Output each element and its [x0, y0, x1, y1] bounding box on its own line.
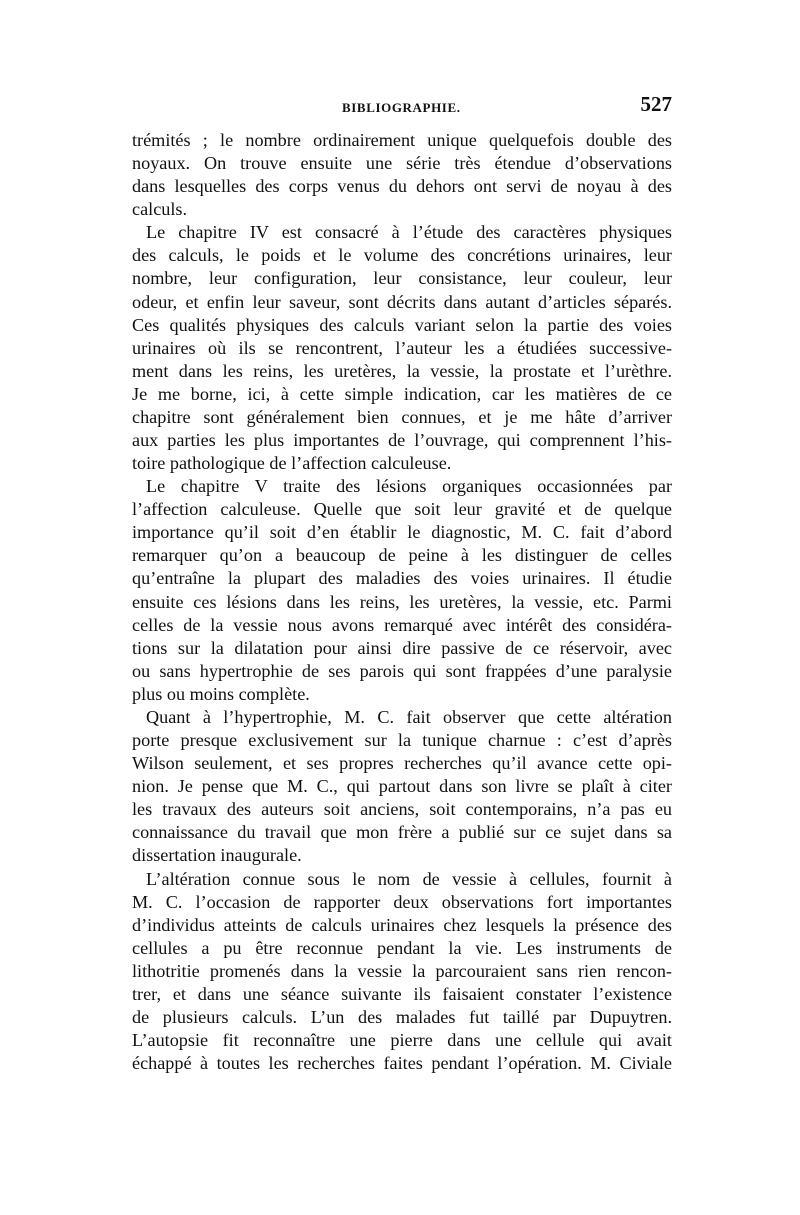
text-line: lithotritie promenés dans la vessie la parcouraient sans rien rencon- — [132, 960, 672, 981]
text-line: chapitre sont généralement bien connues, et je me hâte d’arriver — [132, 406, 672, 427]
text-line: cellules a pu être reconnue pendant la vie. Les instruments de — [132, 937, 672, 958]
text-line: des calculs, le poids et le volume des concrétions urinaires, leur — [132, 245, 672, 266]
text-line: urinaires où ils se rencontrent, l’auteur les a étudiées successive- — [132, 337, 672, 358]
text-line: plus ou moins complète. — [132, 683, 310, 704]
text-line: L’altération connue sous le nom de vessie à cellules, fournit à — [146, 868, 672, 889]
running-title: BIBLIOGRAPHIE. — [342, 100, 461, 115]
text-line: odeur, et enfin leur saveur, sont décrits dans autant d’articles séparés. — [132, 291, 672, 312]
text-line: qu’entraîne la plupart des maladies des voies urinaires. Il étudie — [132, 568, 672, 589]
text-line: remarquer qu’on a beaucoup de peine à les distinguer de celles — [132, 545, 672, 566]
text-line: Le chapitre V traite des lésions organiques occasionnées par — [146, 476, 672, 497]
text-line: ment dans les reins, les uretères, la vessie, la prostate et l’urèthre. — [132, 360, 672, 381]
text-line: trer, et dans une séance suivante ils faisaient constater l’existence — [132, 983, 672, 1004]
page-number: 527 — [640, 92, 672, 116]
body-text — [132, 129, 672, 1075]
text-line: Ces qualités physiques des calculs variant selon la partie des voies — [132, 314, 672, 335]
text-line: Je me borne, ici, à cette simple indication, car les matières de ce — [132, 383, 672, 404]
text-line: aux parties les plus importantes de l’ouvrage, qui comprennent l’his- — [132, 430, 672, 451]
text-line: l’affection calculeuse. Quelle que soit leur gravité et de quelque — [132, 499, 672, 520]
text-line: Wilson seulement, et ses propres recherches qu’il avance cette opi- — [132, 753, 672, 774]
text-line: nombre, leur configuration, leur consistance, leur couleur, leur — [132, 268, 672, 289]
text-line: tions sur la dilatation pour ainsi dire passive de ce réservoir, avec — [132, 637, 672, 658]
text-line: les travaux des auteurs soit anciens, soit contemporains, n’a pas eu — [132, 799, 672, 820]
text-line: toire pathologique de l’affection calculeuse. — [132, 453, 452, 474]
text-line: d’individus atteints de calculs urinaires chez lesquels la présence des — [132, 914, 672, 935]
text-line: ensuite ces lésions dans les reins, les uretères, la vessie, etc. Parmi — [132, 591, 672, 612]
text-line: porte presque exclusivement sur la tunique charnue : c’est d’après — [132, 730, 672, 751]
text-line: celles de la vessie nous avons remarqué avec intérêt des considéra- — [132, 614, 672, 635]
text-line: dissertation inaugurale. — [132, 845, 302, 866]
text-line: Quant à l’hypertrophie, M. C. fait observer que cette altération — [146, 706, 672, 727]
text-line: dans lesquelles des corps venus du dehors ont servi de noyau à des — [132, 176, 672, 197]
text-line: M. C. l’occasion de rapporter deux observations fort importantes — [132, 891, 672, 912]
text-line: noyaux. On trouve ensuite une série très étendue d’observations — [132, 153, 672, 174]
text-line: nion. Je pense que M. C., qui partout dans son livre se plaît à citer — [132, 776, 672, 797]
running-head — [132, 92, 672, 120]
text-line: calculs. — [132, 199, 188, 220]
text-line: Le chapitre IV est consacré à l’étude des caractères physiques — [146, 222, 672, 243]
text-line: ou sans hypertrophie de ses parois qui sont frappées d’une paralysie — [132, 660, 672, 681]
text-line: connaissance du travail que mon frère a publié sur ce sujet dans sa — [132, 822, 672, 843]
text-line: trémités ; le nombre ordinairement unique quelquefois double des — [132, 130, 672, 150]
text-line: de plusieurs calculs. L’un des malades fut taillé par Dupuytren. — [132, 1006, 672, 1027]
text-line: échappé à toutes les recherches faites pendant l’opération. M. Civiale — [132, 1053, 672, 1074]
text-line: importance qu’il soit d’en établir le diagnostic, M. C. fait d’abord — [132, 522, 672, 543]
text-line: L’autopsie fit reconnaître une pierre dans une cellule qui avait — [132, 1030, 672, 1051]
